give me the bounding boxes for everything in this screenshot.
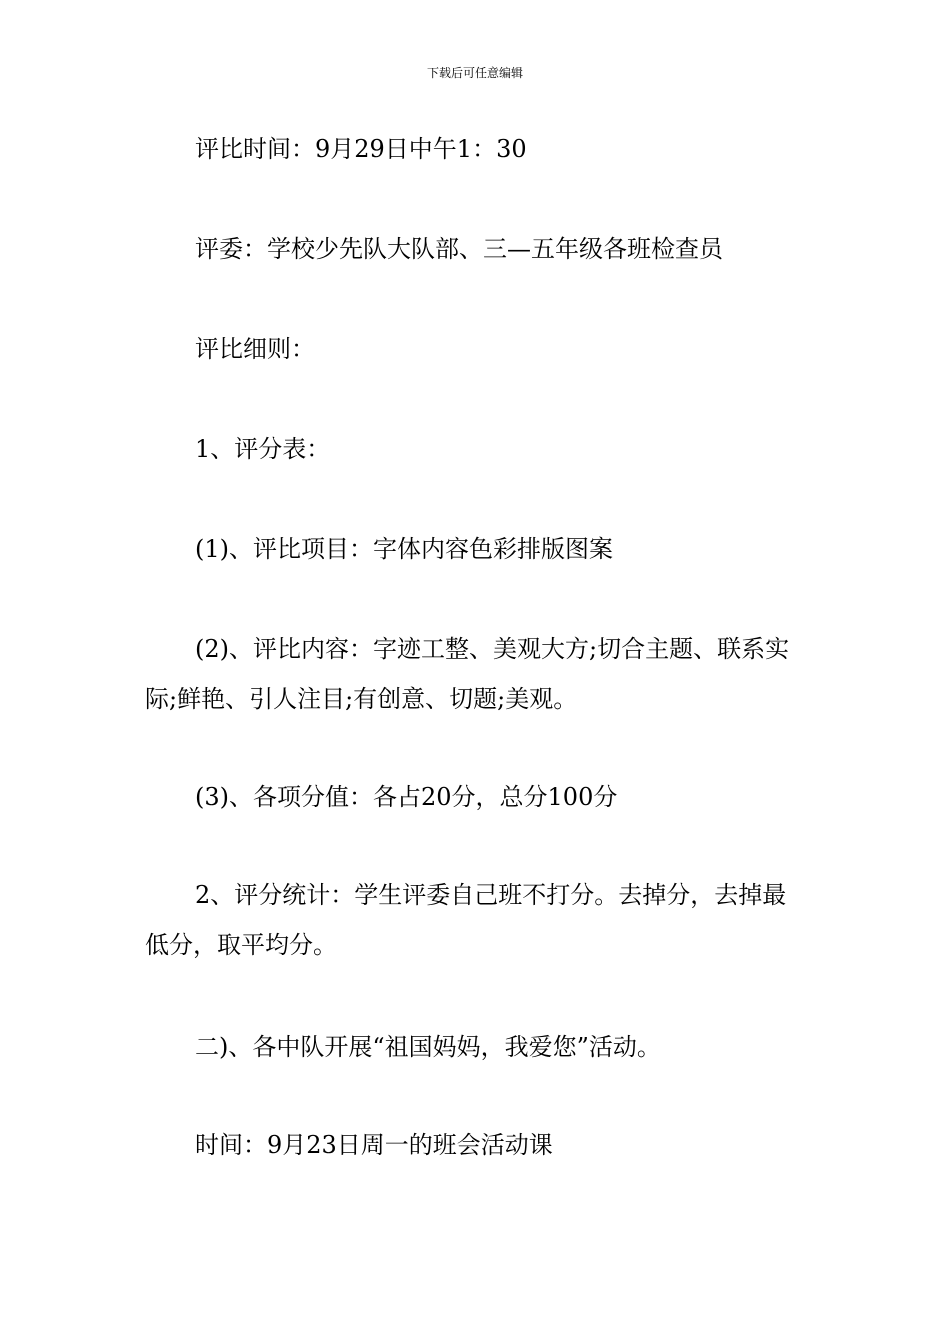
paragraph-judges: 评委：学校少先队大队部、三—五年级各班检查员: [195, 235, 723, 263]
header-note: 下载后可任意编辑: [426, 66, 523, 80]
paragraph-score-sheet: 1、评分表：: [195, 435, 331, 463]
paragraph-activity: 二)、各中队开展“祖国妈妈，我爱您”活动。: [195, 1033, 661, 1061]
paragraph-score-values: (3)、各项分值：各占20分，总分100分: [195, 783, 618, 811]
paragraph-evaluation-items: (1)、评比项目：字体内容色彩排版图案: [195, 535, 613, 563]
paragraph-evaluation-content: (2)、评比内容：字迹工整、美观大方;切合主题、联系实际;鲜艳、引人注目;有创意、切题;美观。: [145, 635, 790, 713]
paragraph-rules-heading: 评比细则：: [195, 335, 315, 363]
paragraph-activity-time: 时间：9月23日周一的班会活动课: [195, 1131, 553, 1159]
paragraph-evaluation-time: 评比时间：9月29日中午1：30: [195, 135, 527, 163]
paragraph-score-statistics: 2、评分统计：学生评委自己班不打分。去掉分，去掉最低分，取平均分。: [145, 881, 787, 959]
